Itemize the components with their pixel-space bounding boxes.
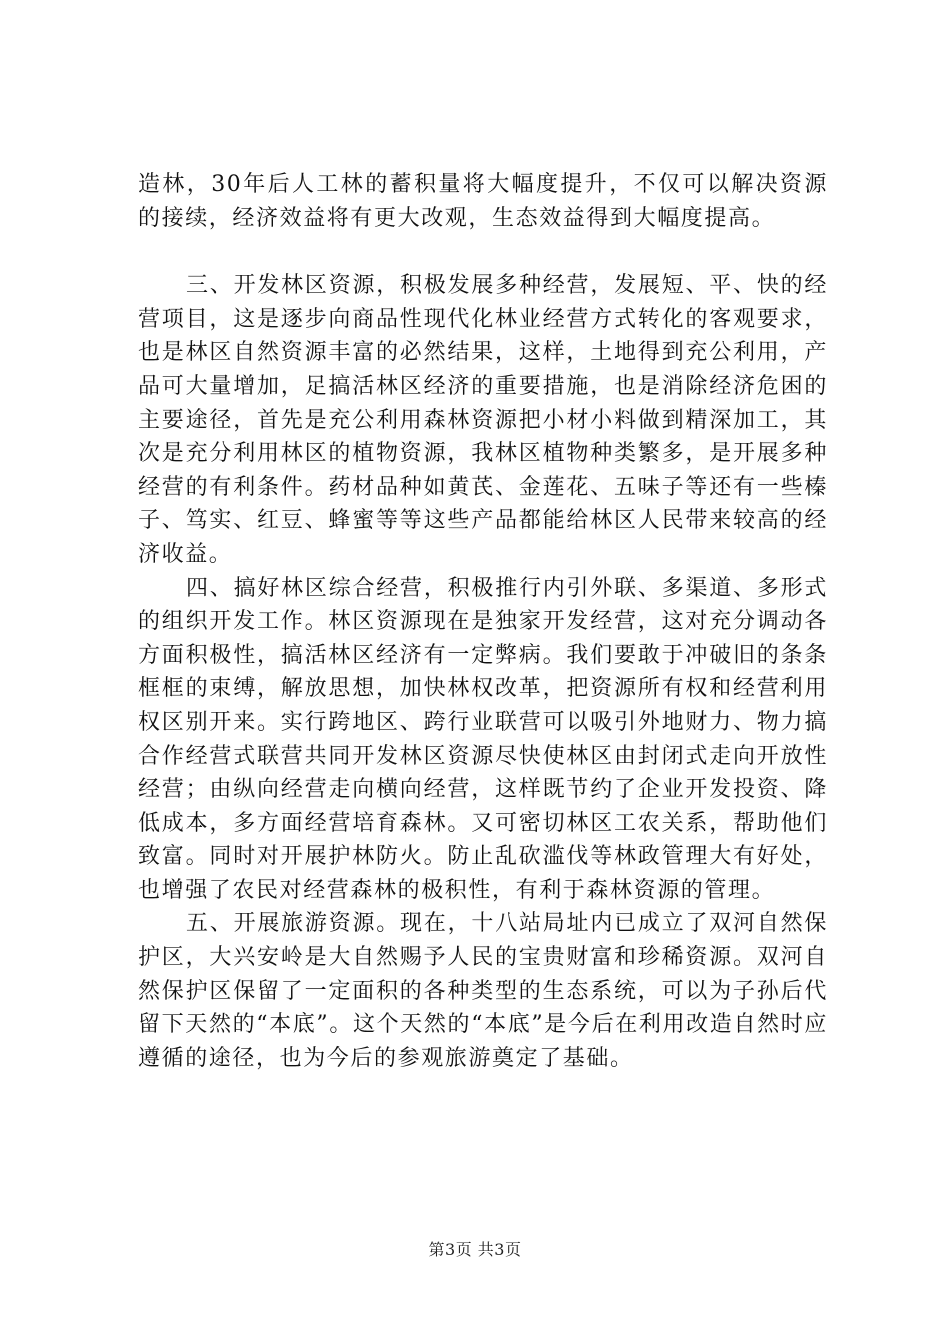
paragraph-section-3: 三、开发林区资源，积极发展多种经营，发展短、平、快的经营项目，这是逐步向商品性现代化林业经营方式转化的客观要求，也是林区自然资源丰富的必然结果，这样，土地得到充公利用，产品可大量增加，足搞活林区经济的重要措施，也是消除经济危困的主要途径，首先是充公利用森林资源把小材小料做到精深加工，其次是充分利用林区的植物资源，我林区植物种类繁多，是开展多种经营的有利条件。药材品种如黄芪、金莲花、五味子等还有一些榛子、笃实、红豆、蜂蜜等等这些产品都能给林区人民带来较高的经济收益。 bbox=[138, 273, 828, 567]
paragraph-spacer bbox=[138, 235, 828, 269]
page-footer: 第3页 共3页 bbox=[428, 1240, 522, 1259]
document-body bbox=[138, 168, 828, 1075]
paragraph-section-4: 四、搞好林区综合经营，积极推行内引外联、多渠道、多形式的组织开发工作。林区资源现在是独家开发经营，这对充分调动各方面积极性，搞活林区经济有一定弊病。我们要敢于冲破旧的条条框框的束缚，解放思想，加快林权改革，把资源所有权和经营利用权区别开来。实行跨地区、跨行业联营可以吸引外地财力、物力搞合作经营式联营共同开发林区资源尽快使林区由封闭式走向开放性经营；由纵向经营走向横向经营，这样既节约了企业开发投资、降低成本，多方面经营培育森林。又可密切林区工农关系，帮助他们致富。同时对开展护林防火。防止乱砍滥伐等林政管理大有好处，也增强了农民对经营森林的极积性，有利于森林资源的管理。 bbox=[138, 575, 828, 903]
paragraph-continuation: 造林，30年后人工林的蓄积量将大幅度提升，不仅可以解决资源的接续，经济效益将有更大改观，生态效益得到大幅度提高。 bbox=[138, 172, 828, 231]
paragraph-section-5: 五、开展旅游资源。现在，十八站局址内已成立了双河自然保护区，大兴安岭是大自然赐予人民的宝贵财富和珍稀资源。双河自然保护区保留了一定面积的各种类型的生态系统，可以为子孙后代留下天然的“本底”。这个天然的“本底”是今后在利用改造自然时应遵循的途径，也为今后的参观旅游奠定了基础。 bbox=[138, 911, 828, 1071]
